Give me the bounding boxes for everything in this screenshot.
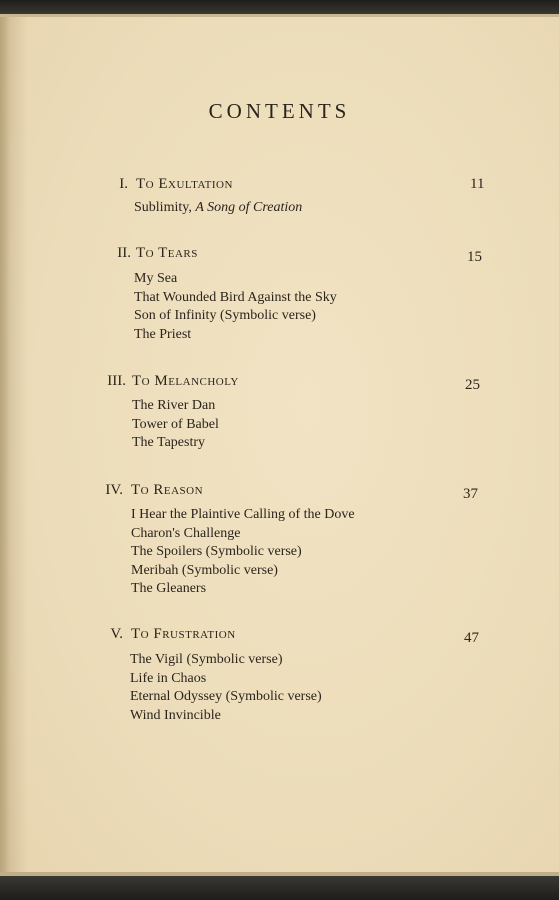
poem-title: Tower of Babel [132, 416, 219, 432]
section-v-header [0, 626, 559, 648]
section-numeral: I. [119, 176, 128, 192]
poem-title: The Priest [134, 326, 192, 342]
section-iii-header [0, 373, 559, 395]
page-top-border [0, 14, 559, 17]
section-heading: To Tears [136, 245, 198, 261]
section-heading: To Reason [131, 482, 204, 498]
section-numeral: IV. [105, 482, 123, 498]
section-iv-poems [131, 506, 355, 599]
section-ii-poems [134, 270, 337, 344]
poem-title-part: Sublimity, [134, 200, 196, 215]
section-i-header [0, 176, 559, 198]
section-page-number: 11 [470, 176, 485, 192]
section-page-number: 15 [467, 249, 482, 265]
section-iii-poems [132, 397, 219, 453]
poem-title [134, 199, 302, 218]
poem-title: The Gleaners [131, 581, 207, 596]
page-top-edge [0, 0, 559, 14]
section-numeral: II. [117, 245, 131, 261]
poem-title: My Sea [134, 271, 178, 286]
section-iv-header [0, 482, 559, 504]
section-page-number: 37 [463, 486, 478, 502]
poem-title: The River Dan [132, 398, 216, 413]
poem-title: Life in Chaos [130, 670, 207, 686]
poem-title: Meribah (Symbolic verse) [131, 562, 278, 578]
section-numeral: V. [110, 626, 123, 642]
section-page-number: 47 [464, 630, 479, 646]
poem-title: The Tapestry [132, 435, 206, 450]
section-page-number: 25 [465, 377, 480, 393]
page-bottom-edge [0, 876, 559, 900]
poem-title: Son of Infinity (Symbolic verse) [134, 308, 316, 323]
section-heading: To Frustration [131, 626, 236, 642]
poem-title-part-italic: A Song of Creation [195, 200, 303, 215]
poem-title: The Vigil (Symbolic verse) [130, 652, 283, 667]
section-heading: To Exultation [136, 176, 233, 192]
poem-title: I Hear the Plaintive Calling of the Dove [131, 507, 355, 522]
poem-title: The Spoilers (Symbolic verse) [131, 544, 302, 559]
section-i-poems [134, 199, 302, 218]
poem-title: That Wounded Bird Against the Sky [134, 289, 337, 305]
contents-title: CONTENTS [208, 99, 351, 123]
section-heading: To Melancholy [132, 373, 239, 389]
section-numeral: III. [107, 373, 126, 389]
poem-title: Wind Invincible [130, 707, 221, 723]
poem-title: Charon's Challenge [131, 525, 241, 541]
page-gutter-shadow [0, 17, 10, 872]
poem-title: Eternal Odyssey (Symbolic verse) [130, 689, 322, 704]
section-ii-header [0, 245, 559, 267]
section-v-poems [130, 651, 322, 725]
